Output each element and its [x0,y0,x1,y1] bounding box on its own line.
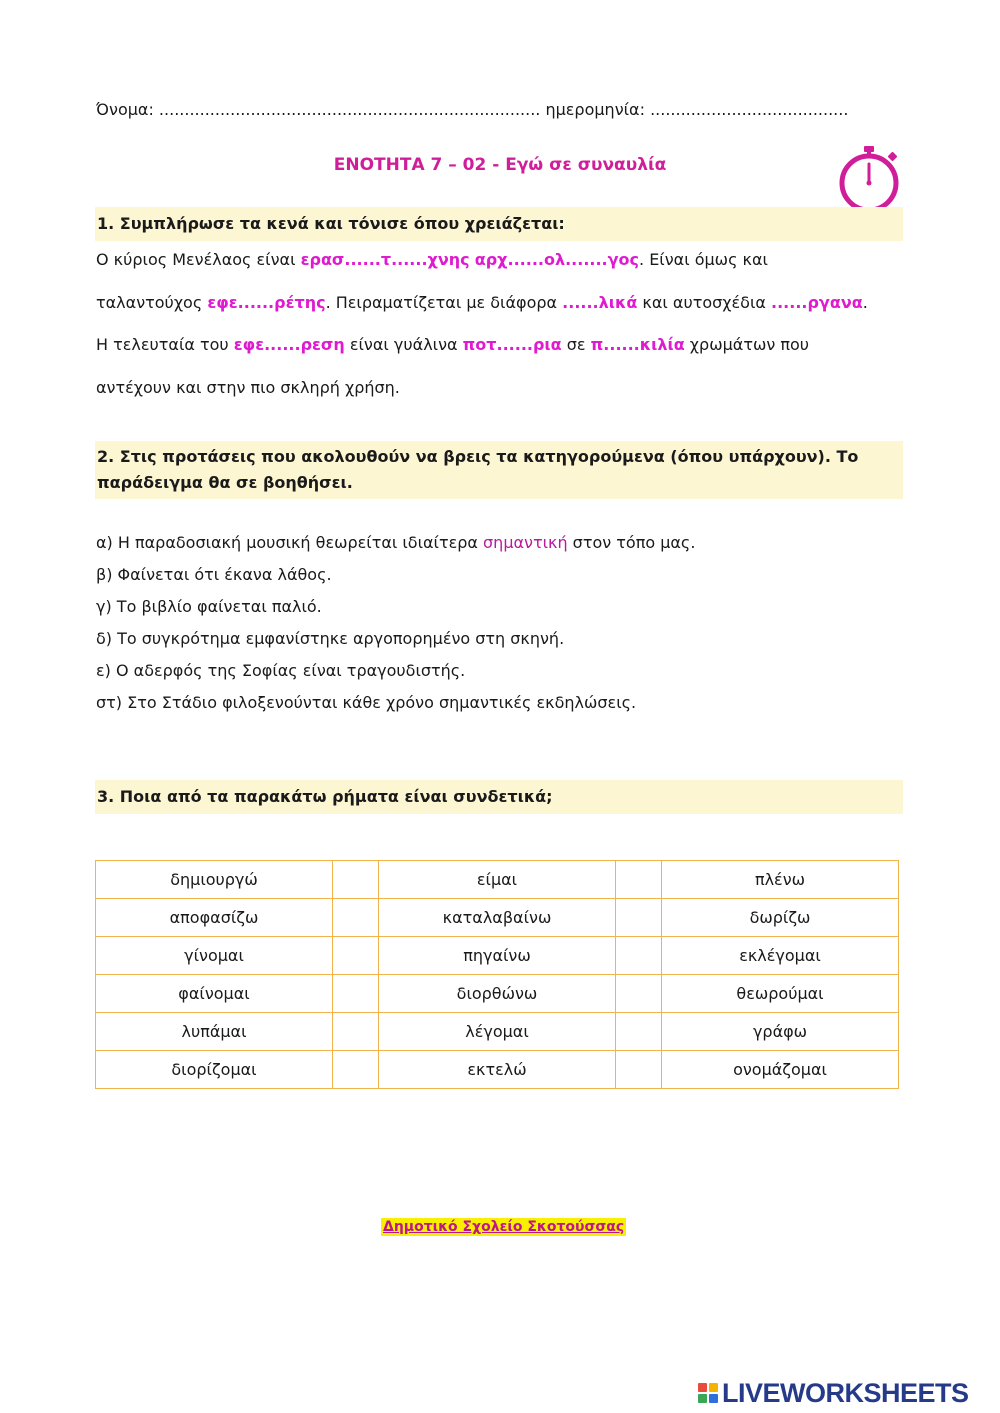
verb-cell[interactable]: φαίνομαι [96,975,333,1013]
blank-word[interactable]: ποτ......ρια [462,335,562,354]
verb-cell[interactable]: λέγομαι [379,1013,616,1051]
blank-word[interactable]: αρχ......ολ.......γος [474,250,640,269]
spacer-cell [616,937,662,975]
verb-cell[interactable]: πλένω [662,861,899,899]
verb-cell[interactable]: λυπάμαι [96,1013,333,1051]
table-row [96,899,899,937]
verbs-table [95,860,899,1089]
school-name: Δημοτικό Σχολείο Σκοτούσσας [383,1219,625,1235]
table-row [96,1051,899,1089]
table-row [96,861,899,899]
section3-heading: 3. Ποια από τα παρακάτω ρήματα είναι συνδετικά; [95,780,903,814]
spacer-cell [616,1013,662,1051]
blank-word[interactable]: εφε......ρεση [233,335,345,354]
spacer-cell [616,1051,662,1089]
spacer-cell [616,975,662,1013]
verb-cell[interactable]: γράφω [662,1013,899,1051]
verb-cell[interactable]: αποφασίζω [96,899,333,937]
blank-word[interactable]: π......κιλία [590,335,685,354]
fill-paragraph-line-3: Η τελευταία του εφε......ρεση είναι γυάλινα ποτ......ρια σε π......κιλία χρωμάτων που [96,335,810,354]
liveworksheets-logo-icon [698,1383,718,1403]
example-sentence: α) Η παραδοσιακή μουσική θεωρείται ιδιαίτερα σημαντική στον τόπο μας. [96,533,696,552]
sentence-item[interactable]: γ) Το βιβλίο φαίνεται παλιό. [96,597,322,616]
blank-word[interactable]: ......λικά [562,293,638,312]
verb-cell[interactable]: πηγαίνω [379,937,616,975]
spacer-cell [333,975,379,1013]
sentence-item[interactable]: ε) Ο αδερφός της Σοφίας είναι τραγουδιστής. [96,661,466,680]
fill-paragraph-line-2: ταλαντούχος εφε......ρέτης. Πειραματίζεται με διάφορα ......λικά και αυτοσχέδια ......ργανα. [96,293,868,312]
verb-cell[interactable]: δημιουργώ [96,861,333,899]
verb-cell[interactable]: διορίζομαι [96,1051,333,1089]
blank-word[interactable]: ......ργανα [771,293,863,312]
verb-cell[interactable]: εκτελώ [379,1051,616,1089]
spacer-cell [333,937,379,975]
spacer-cell [616,861,662,899]
fill-paragraph-line-1: Ο κύριος Μενέλαος είναι ερασ......τ......χνης αρχ......ολ.......γος. Είναι όμως και [96,250,768,269]
blank-word[interactable]: εφε......ρέτης [207,293,326,312]
verb-cell[interactable]: διορθώνω [379,975,616,1013]
verb-cell[interactable]: γίνομαι [96,937,333,975]
spacer-cell [616,899,662,937]
sentence-item[interactable]: στ) Στο Στάδιο φιλοξενούνται κάθε χρόνο σημαντικές εκδηλώσεις. [96,693,637,712]
verb-cell[interactable]: καταλαβαίνω [379,899,616,937]
spacer-cell [333,861,379,899]
spacer-cell [333,1051,379,1089]
brand-logo[interactable] [698,1378,969,1408]
verb-cell[interactable]: ονομάζομαι [662,1051,899,1089]
table-row [96,937,899,975]
spacer-cell [333,899,379,937]
verb-cell[interactable]: είμαι [379,861,616,899]
verb-cell[interactable]: θεωρούμαι [662,975,899,1013]
example-highlight: σημαντική [483,533,568,552]
page-title: ΕΝΟΤΗΤΑ 7 – 02 - Εγώ σε συναυλία [333,155,667,175]
fill-paragraph-line-4: αντέχουν και στην πιο σκληρή χρήση. [96,378,400,397]
table-row [96,1013,899,1051]
blank-word[interactable]: ερασ......τ......χνης [300,250,470,269]
sentence-item[interactable]: β) Φαίνεται ότι έκανα λάθος. [96,565,332,584]
table-row [96,975,899,1013]
section1-heading: 1. Συμπλήρωσε τα κενά και τόνισε όπου χρειάζεται: [95,207,903,241]
brand-text: LIVEWORKSHEETS [722,1377,969,1408]
verb-cell[interactable]: εκλέγομαι [662,937,899,975]
verb-cell[interactable]: δωρίζω [662,899,899,937]
name-date-line: Όνομα: ........................................................................... ημερομηνία: ....................................... [96,100,849,119]
spacer-cell [333,1013,379,1051]
sentence-item[interactable]: δ) Το συγκρότημα εμφανίστηκε αργοπορημένο στη σκηνή. [96,629,565,648]
section2-heading: 2. Στις προτάσεις που ακολουθούν να βρεις τα κατηγορούμενα (όπου υπάρχουν). Το παράδειγμα θα σε βοηθήσει. [95,441,903,499]
